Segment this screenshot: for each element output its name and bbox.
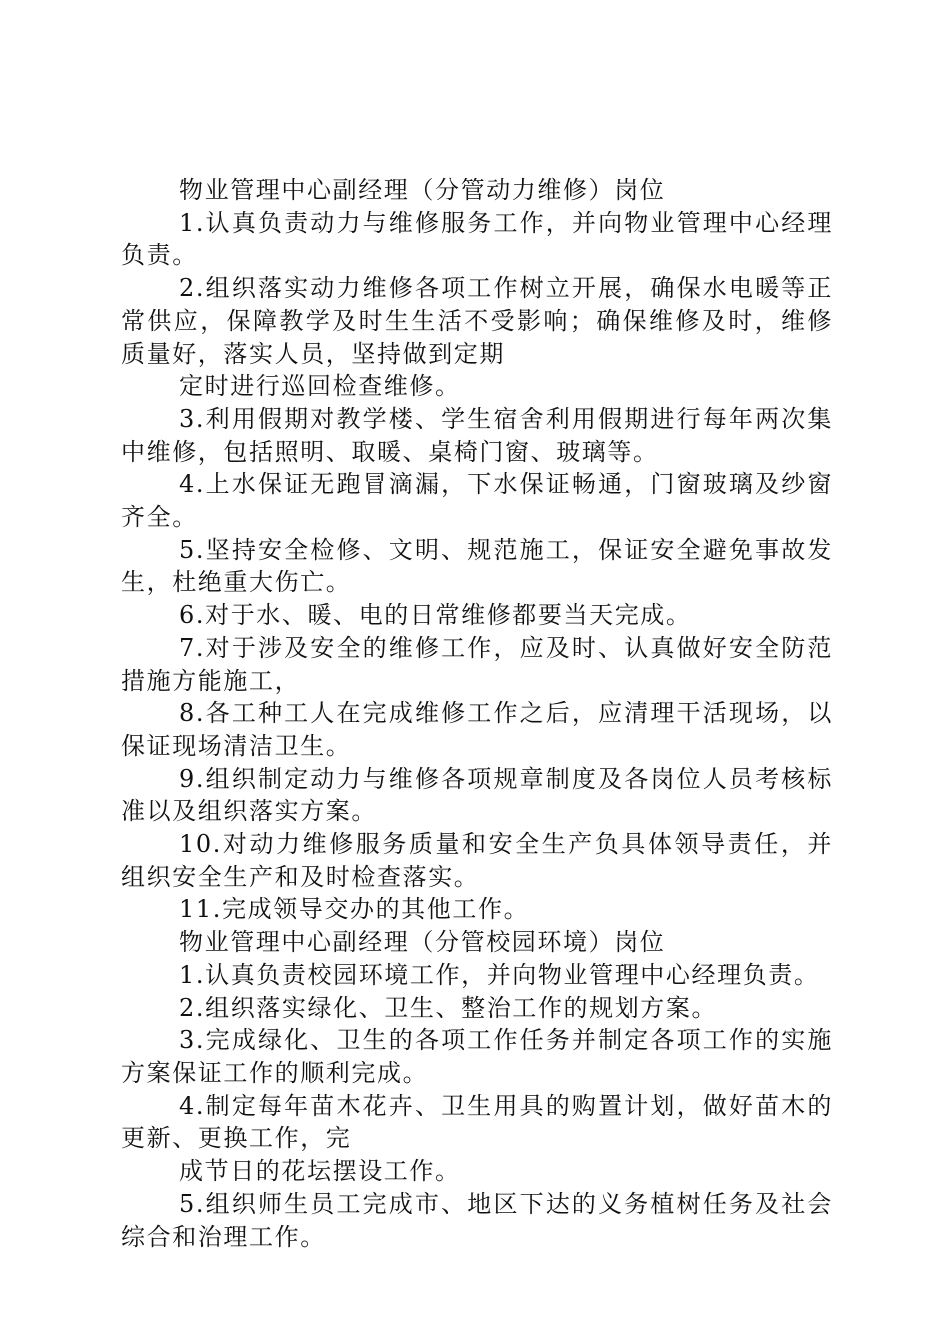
paragraph: 11.完成领导交办的其他工作。 — [179, 895, 530, 924]
paragraph: 4.制定每年苗木花卉、卫生用具的购置计划，做好苗木的更新、更换工作，完 — [121, 1091, 833, 1153]
paragraph: 1.认真负责校园环境工作，并向物业管理中心经理负责。 — [179, 960, 820, 989]
paragraph: 2.组织落实绿化、卫生、整治工作的规划方案。 — [179, 993, 718, 1022]
paragraph: 5.坚持安全检修、文明、规范施工，保证安全避免事故发生，杜绝重大伤亡。 — [121, 535, 833, 597]
paragraph: 4.上水保证无跑冒滴漏，下水保证畅通，门窗玻璃及纱窗齐全。 — [121, 470, 833, 532]
paragraph: 10.对动力维修服务质量和安全生产负具体领导责任，并组织安全生产和及时检查落实。 — [121, 830, 833, 891]
section-title-power-maintenance: 物业管理中心副经理（分管动力维修）岗位 — [179, 176, 666, 204]
paragraph: 8.各工种工人在完成维修工作之后，应清理干活现场，以保证现场清洁卫生。 — [121, 699, 833, 760]
paragraph: 3.利用假期对教学楼、学生宿舍利用假期进行每年两次集中维修，包括照明、取暖、桌椅门窗、玻璃等。 — [121, 404, 833, 466]
section-title-campus-environment: 物业管理中心副经理（分管校园环境）岗位 — [179, 928, 666, 957]
paragraph: 5.组织师生员工完成市、地区下达的义务植树任务及社会综合和治理工作。 — [121, 1189, 833, 1251]
document-body — [121, 174, 833, 1253]
paragraph: 7.对于涉及安全的维修工作，应及时、认真做好安全防范措施方能施工， — [121, 633, 833, 695]
paragraph: 2.组织落实动力维修各项工作树立开展，确保水电暖等正常供应，保障教学及时生生活不受影响；确保维修及时，维修质量好，落实人员，坚持做到定期 — [121, 274, 833, 368]
paragraph: 3.完成绿化、卫生的各项工作任务并制定各项工作的实施方案保证工作的顺利完成。 — [121, 1026, 833, 1087]
paragraph: 成节日的花坛摆设工作。 — [179, 1157, 461, 1186]
paragraph: 9.组织制定动力与维修各项规章制度及各岗位人员考核标准以及组织落实方案。 — [121, 764, 833, 826]
paragraph: 6.对于水、暖、电的日常维修都要当天完成。 — [179, 601, 692, 630]
paragraph: 1.认真负责动力与维修服务工作，并向物业管理中心经理负责。 — [121, 208, 833, 270]
paragraph: 定时进行巡回检查维修。 — [179, 372, 461, 401]
